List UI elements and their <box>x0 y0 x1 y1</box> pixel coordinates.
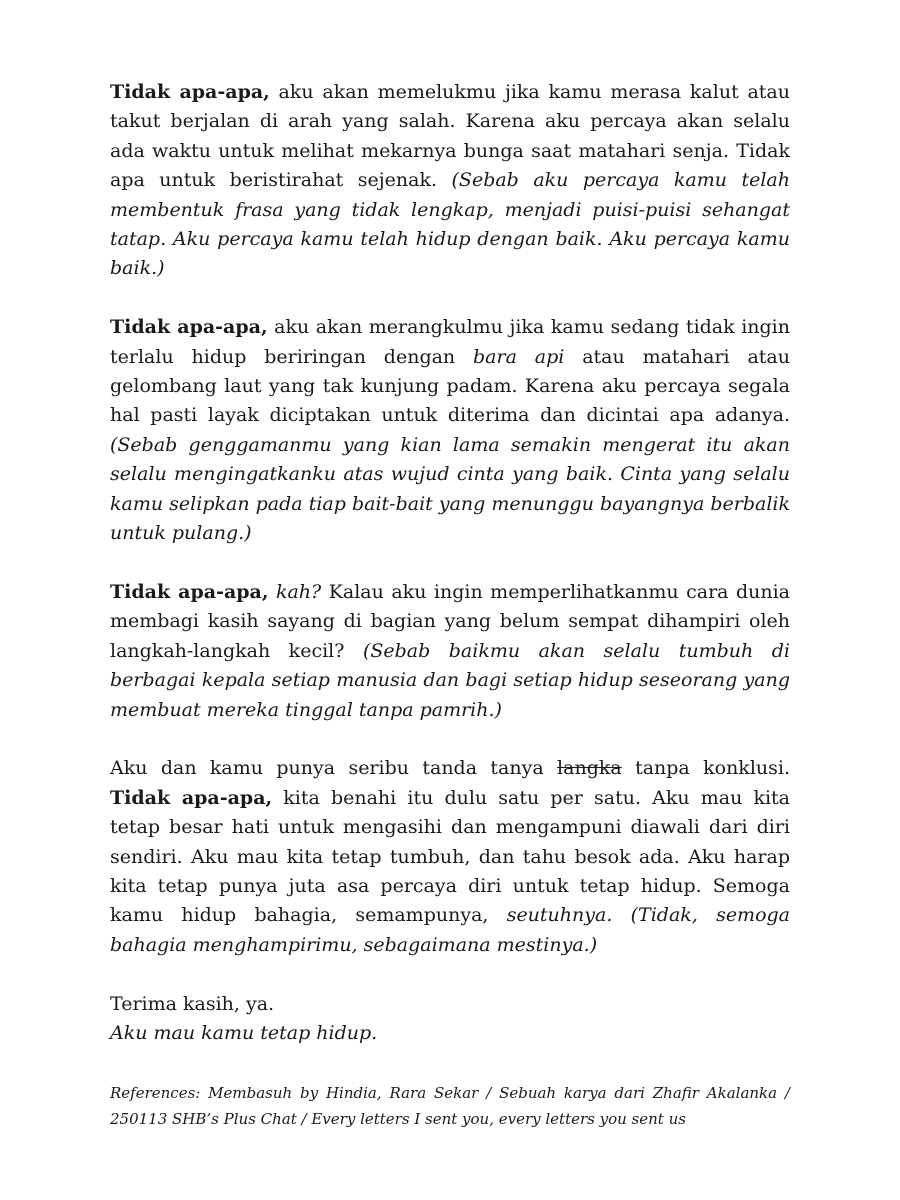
closing <box>110 990 790 1049</box>
paragraph-1 <box>110 78 790 284</box>
paragraph-2 <box>110 313 790 548</box>
paragraph-4-text-b: tanpa konklusi. <box>621 757 791 780</box>
paragraph-4-aside: (Tidak, semoga bahagia menghampirimu, sebagaimana mestinya.) <box>110 904 791 956</box>
paragraph-2-text-a: aku akan merangkulmu jika kamu sedang tidak ingin terlalu hidup beriringan dengan <box>110 316 791 368</box>
paragraph-1-text: aku akan memelukmu jika kamu merasa kalut atau takut berjalan di arah yang salah. Karena aku percaya akan selalu ada waktu untuk melihat mekarnya bunga saat matahari senja. Tidak apa untuk beristirahat sejenak. <box>110 81 790 192</box>
paragraph-4-text-a: Aku dan kamu punya seribu tanda tanya <box>110 757 558 780</box>
paragraph-2-text-b: atau matahari atau gelombang laut yang tak kunjung padam. Karena aku percaya segala hal pasti layak diciptakan untuk diterima dan dicintai apa adanya. <box>110 345 790 427</box>
paragraph-4 <box>110 754 790 960</box>
paragraph-3-emphasis: kah? <box>275 580 322 603</box>
paragraph-2-aside: (Sebab genggamanmu yang kian lama semakin mengerat itu akan selalu mengingatkanku atas wujud cinta yang baik. Cinta yang selalu kamu selipkan pada tiap bait-bait yang menunggu bayangnya berbalik untuk pulang.) <box>110 433 790 545</box>
references-note: References: Membasuh by Hindia, Rara Sekar / Sebuah karya dari Zhafir Akalanka / 250113 SHB’s Plus Chat / Every letters I sent you, every letters you sent us <box>110 1084 790 1128</box>
paragraph-4-emphasis: seutuhnya. <box>506 904 613 927</box>
paragraph-2-emphasis: bara api <box>473 345 565 368</box>
paragraph-4-struck-word: langka <box>557 757 622 780</box>
paragraph-3-text: Kalau aku ingin memperlihatkanmu cara dunia membagi kasih sayang di bagian yang belum sempat dihampiri oleh langkah-langkah kecil? <box>110 580 790 662</box>
paragraph-3 <box>110 578 790 725</box>
closing-wish: Aku mau kamu tetap hidup. <box>110 1021 378 1044</box>
paragraph-1-lead: Tidak apa-apa, <box>110 81 270 103</box>
letter-body <box>110 78 790 1048</box>
closing-thanks: Terima kasih, ya. <box>110 992 275 1015</box>
paragraph-1-aside: (Sebab aku percaya kamu telah membentuk frasa yang tidak lengkap, menjadi puisi-puisi sehangat tatap. Aku percaya kamu telah hidup dengan baik. Aku percaya kamu baik.) <box>110 169 790 280</box>
paragraph-4-lead: Tidak apa-apa, <box>110 786 273 809</box>
paragraph-4-text-c: kita benahi itu dulu satu per satu. Aku mau kita tetap besar hati untuk mengasihi dan mengampuni diawali dari diri sendiri. Aku mau kita tetap tumbuh, dan tahu besok ada. Aku harap kita tetap punya juta asa percaya diri untuk tetap hidup. Semoga kamu hidup bahagia, semampunya, <box>110 786 790 927</box>
paragraph-2-lead: Tidak apa-apa, <box>110 316 268 339</box>
paragraph-3-aside: (Sebab baikmu akan selalu tumbuh di berbagai kepala setiap manusia dan bagi setiap hidup seseorang yang membuat mereka tinggal tanpa pamrih.) <box>110 639 790 721</box>
paragraph-3-lead: Tidak apa-apa, <box>110 580 269 603</box>
